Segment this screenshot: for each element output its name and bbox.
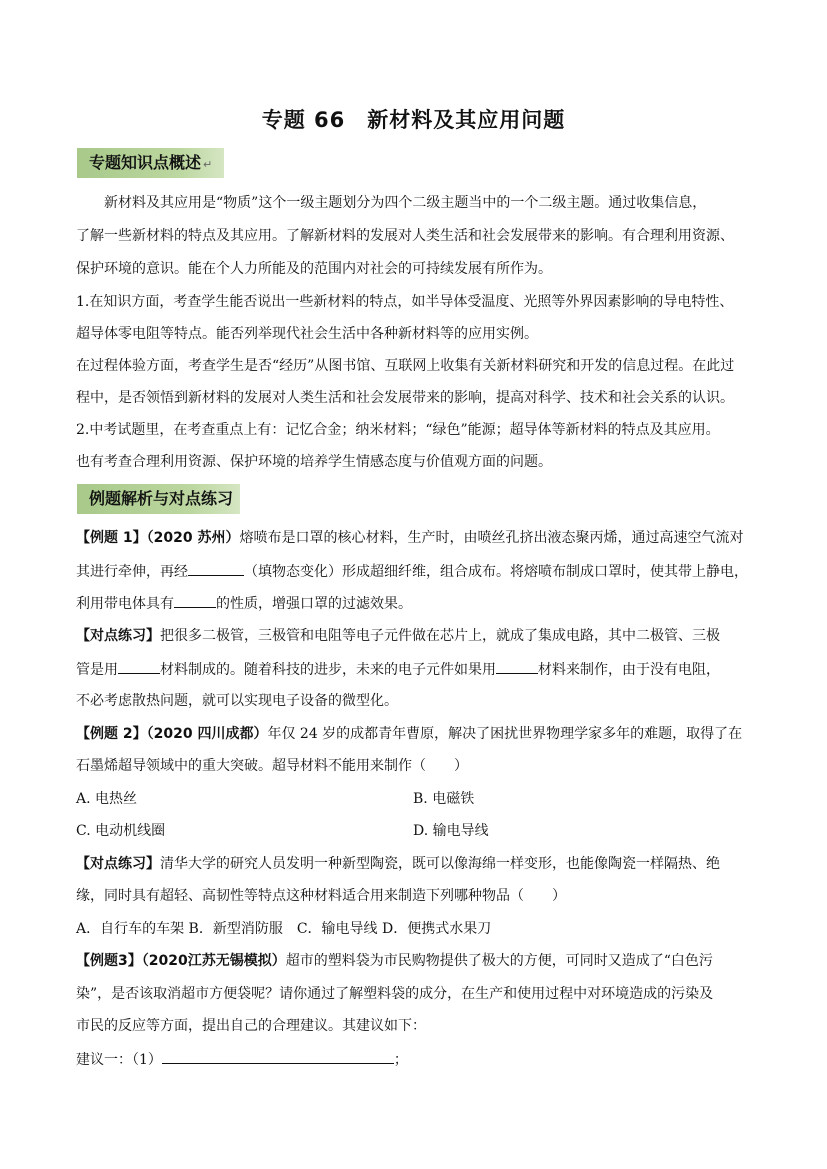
option-c: C. 电动机线圈 bbox=[76, 823, 166, 839]
text-segment: 年仅 24 岁的成都青年曹原，解决了困扰世界物理学家多年的难题，取得了在 bbox=[267, 726, 743, 742]
example-2-line-2: 石墨烯超导领域中的重大突破。超导材料不能用来制作（ ） bbox=[76, 758, 468, 774]
example-1-line-3 bbox=[76, 593, 756, 614]
overview-line-6: 在过程体验方面，考查学生是否“经历”从图书馆、互联网上收集有关新材料研究和开发的信息过程。在此过 bbox=[76, 358, 735, 374]
answer-blank[interactable] bbox=[188, 561, 244, 576]
example-3-line-2: 染”，是否该取消超市方便袋呢？请你通过了解塑料袋的成分，在生产和使用过程中对环境造成的污染及 bbox=[76, 986, 714, 1002]
section-header-label: 专题知识点概述 bbox=[89, 153, 202, 172]
overview-line-8: 2.中考试题里，在考查重点上有：记忆合金；纳米材料；“绿色”能源；超导体等新材料的特点及其应用。 bbox=[76, 422, 720, 438]
practice-2-line-1 bbox=[76, 854, 756, 874]
overview-line-2: 了解一些新材料的特点及其应用。了解新材料的发展对人类生活和社会发展带来的影响。有合理利用资源、 bbox=[76, 228, 734, 244]
answer-blank[interactable] bbox=[118, 659, 160, 674]
section-header-label: 例题解析与对点练习 bbox=[89, 489, 234, 508]
text-segment: （填物态变化）形成超细纤维，组合成布。将熔喷布制成口罩时，使其带上静电， bbox=[244, 564, 748, 580]
example-3-line-4 bbox=[76, 1049, 756, 1070]
text-segment: 材料来制作，由于没有电阻， bbox=[538, 662, 720, 678]
text-segment: 清华大学的研究人员发明一种新型陶瓷，既可以像海绵一样变形，也能像陶瓷一样隔热、绝 bbox=[160, 856, 720, 872]
example-1-line-2 bbox=[76, 561, 756, 582]
section-header-examples bbox=[77, 484, 240, 514]
answer-blank[interactable] bbox=[496, 659, 538, 674]
text-segment: 超市的塑料袋为市民购物提供了极大的方便，可同时又造成了“白色污 bbox=[285, 953, 713, 969]
practice-2-line-2: 缘，同时具有超轻、高韧性等特点这种材料适合用来制造下列哪种物品（ ） bbox=[76, 888, 566, 904]
text-segment: 管是用 bbox=[76, 662, 118, 678]
example-3-line-3: 市民的反应等方面，提出自己的合理建议。其建议如下： bbox=[76, 1018, 426, 1034]
answer-blank[interactable] bbox=[174, 593, 216, 608]
text-segment: 其进行牵伸，再经 bbox=[76, 564, 188, 580]
overview-line-5: 超导体零电阻等特点。能否列举现代社会生活中各种新材料等的应用实例。 bbox=[76, 326, 538, 342]
option-a: A. 电热丝 bbox=[76, 791, 138, 807]
practice-2-tag: 【对点练习】 bbox=[76, 856, 160, 872]
text-segment: 建议一：（1） bbox=[76, 1052, 162, 1068]
text-segment: 利用带电体具有 bbox=[76, 596, 174, 612]
example-3-tag: 【例题3】（2020江苏无锡模拟） bbox=[76, 953, 286, 969]
option-b: B. 电磁铁 bbox=[413, 791, 475, 807]
text-segment: ； bbox=[393, 1052, 408, 1068]
overview-line-4: 1.在知识方面，考查学生能否说出一些新材料的特点，如半导体受温度、光照等外界因素影响的导电特性、 bbox=[76, 294, 734, 310]
option-d: D. 输电导线 bbox=[413, 823, 489, 839]
overview-line-1: 新材料及其应用是“物质”这个一级主题划分为四个二级主题当中的一个二级主题。通过收集信息， bbox=[104, 195, 707, 211]
practice-1-tag: 【对点练习】 bbox=[76, 628, 160, 644]
text-segment: 把很多二极管，三极管和电阻等电子元件做在芯片上，就成了集成电路，其中二极管、三极 bbox=[160, 628, 720, 644]
example-1-line-1 bbox=[76, 528, 756, 548]
overview-line-3: 保护环境的意识。能在个人力所能及的范围内对社会的可持续发展有所作为。 bbox=[76, 261, 552, 277]
overview-line-7: 程中，是否领悟到新材料的发展对人类生活和社会发展带来的影响，提高对科学、技术和社会关系的认识。 bbox=[76, 390, 734, 406]
example-3-line-1 bbox=[76, 951, 756, 971]
example-2-tag: 【例题 2】（2020 四川成都） bbox=[76, 726, 268, 742]
practice-1-line-3: 不必考虑散热问题，就可以实现电子设备的微型化。 bbox=[76, 693, 398, 709]
example-2-line-1 bbox=[76, 724, 756, 744]
paragraph-mark-icon: ↵ bbox=[203, 158, 213, 171]
answer-blank[interactable] bbox=[162, 1049, 394, 1064]
practice-1-line-2 bbox=[76, 659, 756, 680]
example-1-text: 熔喷布是口罩的核心材料，生产时，由喷丝孔挤出液态聚丙烯，通过高速空气流对 bbox=[239, 530, 744, 546]
section-header-overview bbox=[77, 148, 224, 178]
overview-line-9: 也有考查合理利用资源、保护环境的培养学生情感态度与价值观方面的问题。 bbox=[76, 454, 552, 470]
example-1-tag: 【例题 1】（2020 苏州） bbox=[76, 530, 240, 546]
text-segment: 的性质，增强口罩的过滤效果。 bbox=[216, 596, 412, 612]
page-title: 专题 66 新材料及其应用问题 bbox=[261, 108, 566, 132]
practice-1-line-1 bbox=[76, 626, 756, 646]
text-segment: 材料制成的。随着科技的进步，未来的电子元件如果用 bbox=[160, 662, 496, 678]
practice-2-options: A．自行车的车架 B．新型消防服 C．输电导线 D．便携式水果刀 bbox=[76, 921, 492, 937]
